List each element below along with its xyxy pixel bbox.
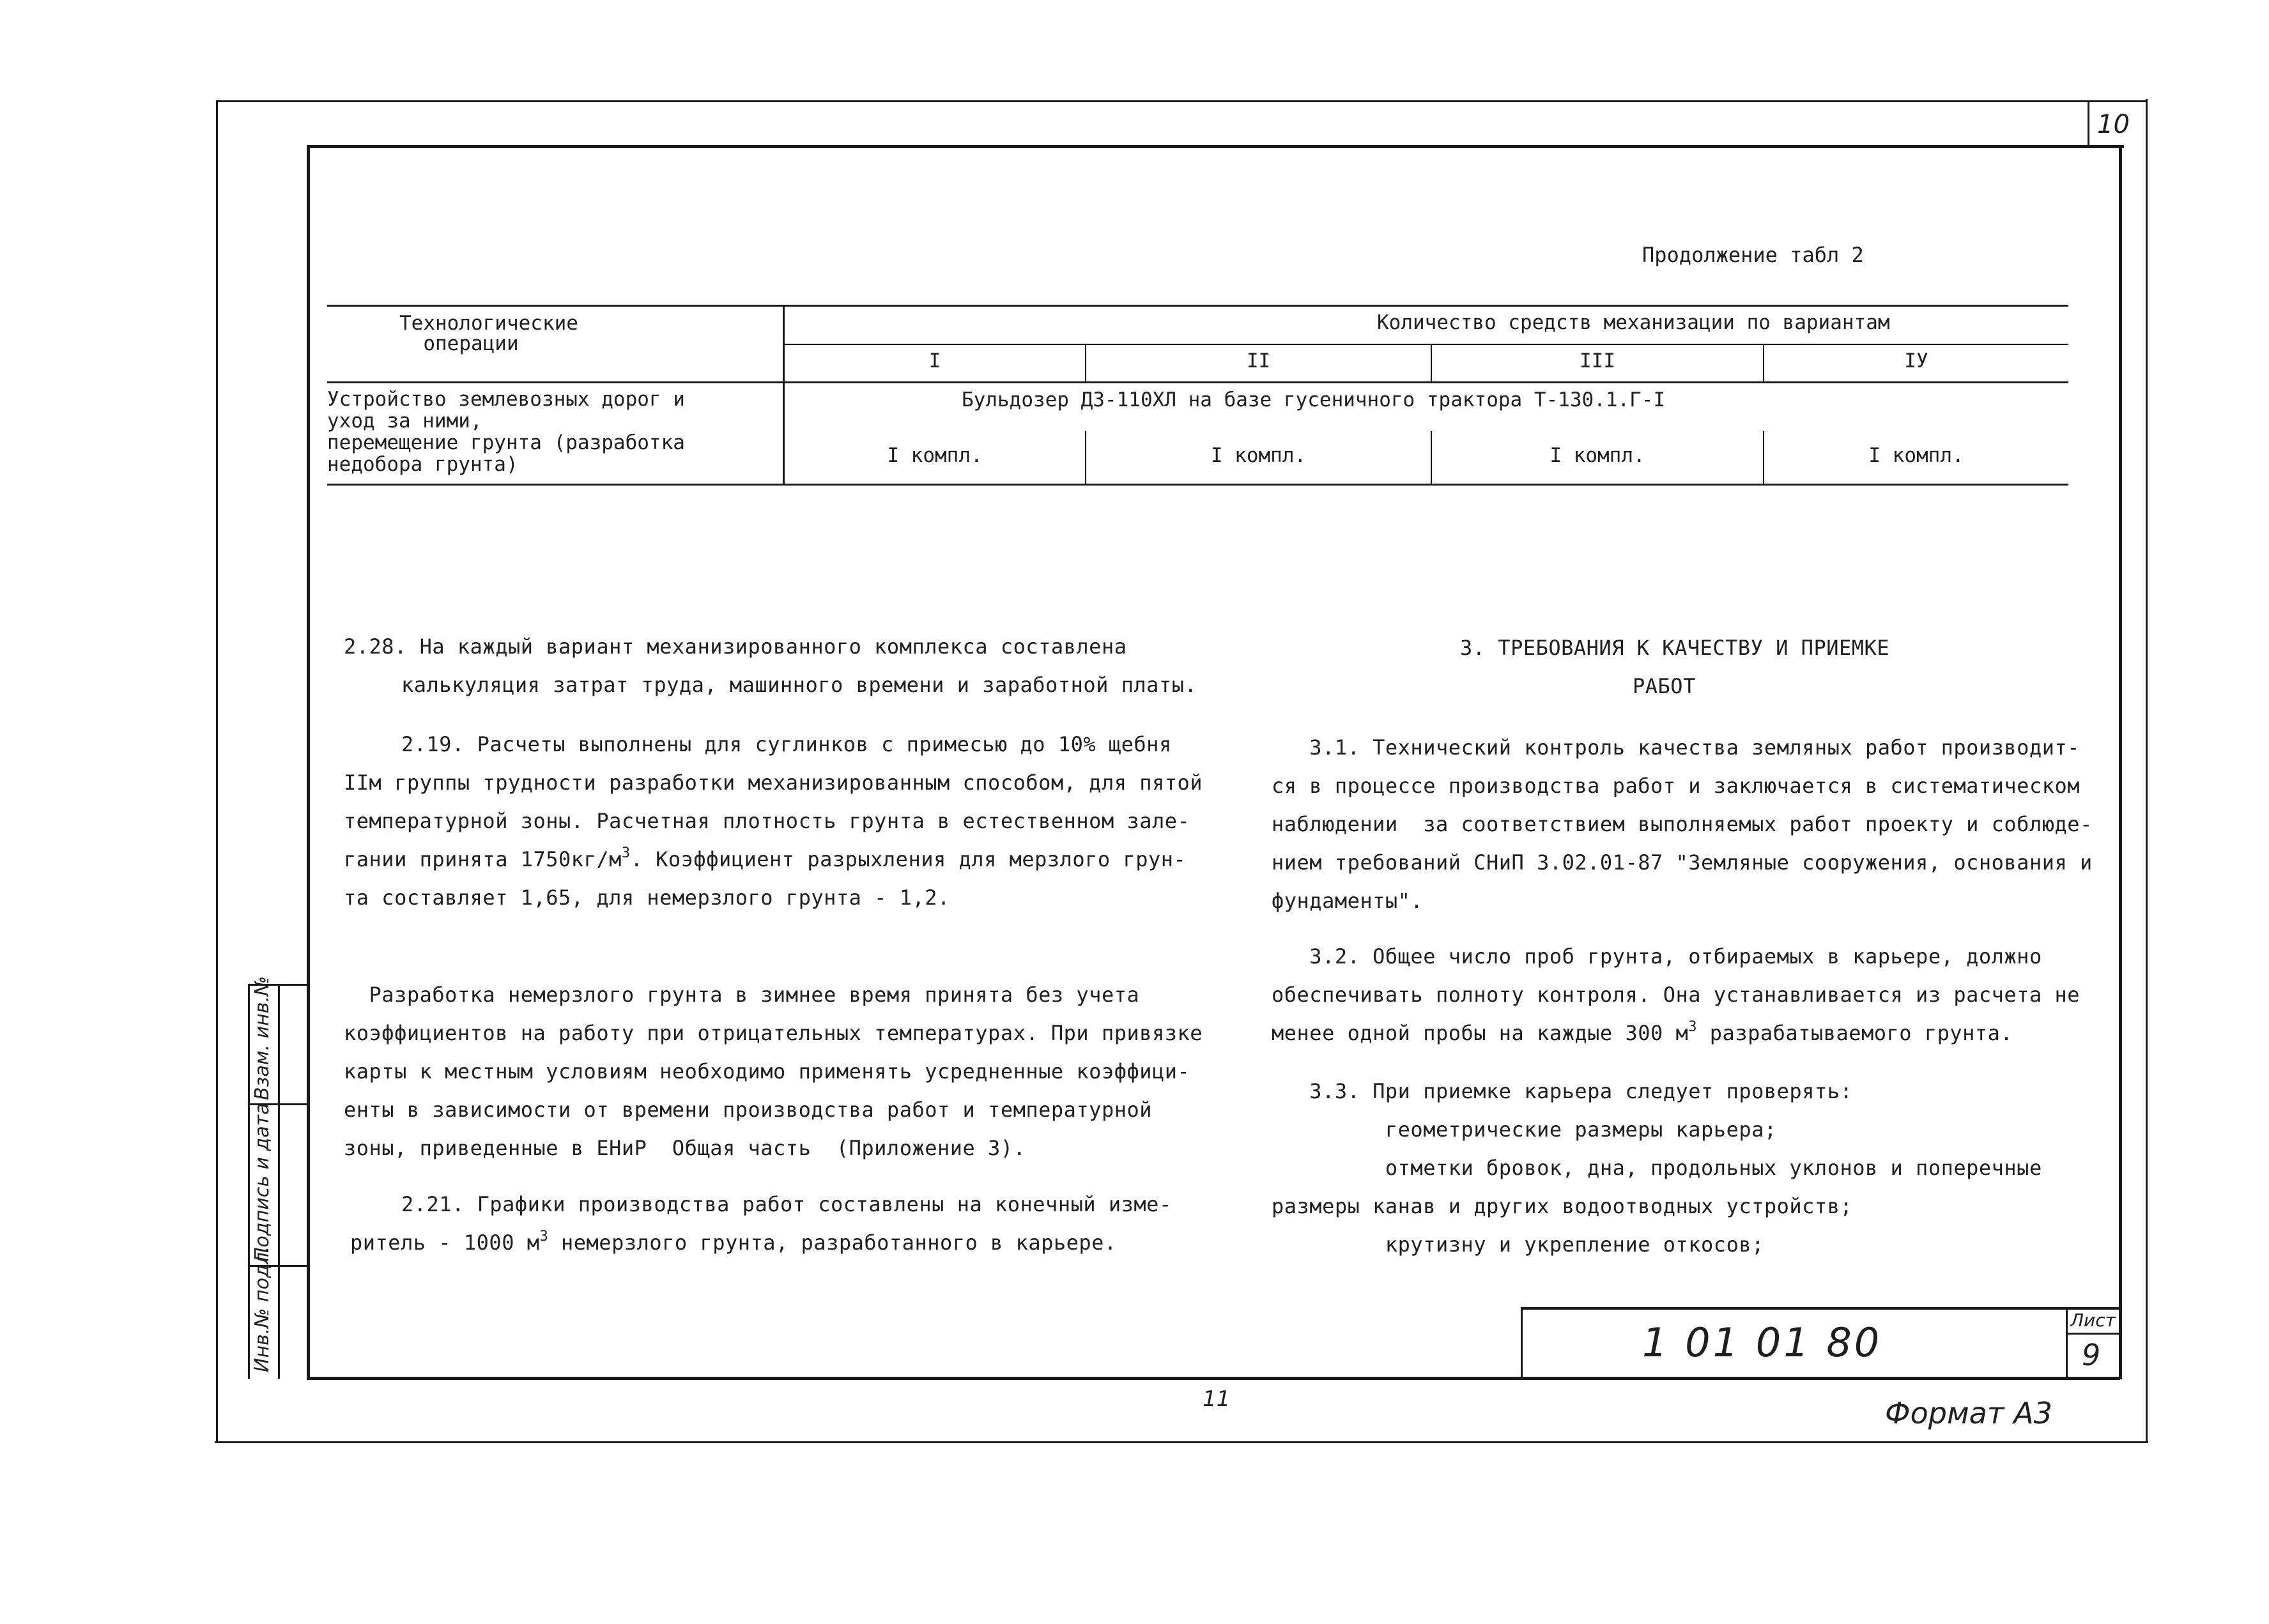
superscript-3c: 3: [1688, 1019, 1698, 1035]
table-top-line: [327, 305, 2068, 307]
outer-frame-top: [217, 100, 2147, 102]
variant-3: III: [1580, 349, 1615, 372]
sheet-corner-number: 10: [2097, 110, 2130, 139]
paragraph-3-2-line2: обеспечивать полноту контроля. Она устанавливается из расчета не: [1272, 983, 2080, 1007]
variant-4: IУ: [1904, 349, 1928, 372]
corner-box-left: [2088, 100, 2089, 146]
title-block-sheet-divider: [2066, 1307, 2068, 1379]
inner-frame-bottom: [307, 1377, 2120, 1380]
paragraph-3-1: 3.1. Технический контроль качества земляных работ производит- ся в процессе производства работ и заключается в систематическом наблюдении за соответствием выполняемых работ проекту и соблюде- нием требований СНиП 3.02.01-87 "Земляные сооружения, основания и фундаменты".: [1272, 735, 2093, 913]
continuation-label: Продолжение табл 2: [1642, 243, 1864, 267]
stamp-left-border: [248, 984, 250, 1379]
sheet-label: Лист: [2070, 1310, 2116, 1331]
p221-line2-head: ритель - 1000 м: [350, 1230, 540, 1255]
inner-frame-left: [307, 145, 310, 1379]
outer-frame-bottom: [215, 1441, 2148, 1443]
title-block-left: [1521, 1307, 1523, 1379]
inner-frame-top: [308, 145, 2124, 148]
paragraph-2-19-line3: температурной зоны. Расчетная плотность грунта в естественном зале-: [344, 809, 1190, 833]
inner-frame-right: [2119, 145, 2122, 1379]
format-label: Формат А3: [1885, 1396, 2052, 1430]
row-qty-3: I компл.: [1550, 444, 1645, 467]
table-header-bottom-line: [327, 381, 2068, 383]
outer-frame-right: [2146, 99, 2148, 1443]
table-subheader-line: [783, 344, 2068, 345]
paragraph-winter: Разработка немерзлого грунта в зимнее время принята без учета коэффициентов на работу при отрицательных температурах. При привязке карты к местным условиям необходимо применять усредненные коэффици- енты в зависимости от времени производства работ и температурной зоны, приведенные в ЕНиР Общая часть (Приложение 3).: [344, 983, 1203, 1160]
row-qty-1: I компл.: [887, 444, 983, 467]
paragraph-3-3: 3.3. При приемке карьера следует проверять: геометрические размеры карьера; отметки бровок, дна, продольных уклонов и поперечные размеры канав и других водоотводных устройств; крутизну и укрепление откосов;: [1272, 1079, 2042, 1257]
sheet-number: 9: [2082, 1338, 2101, 1372]
stamp-label-signature: Подпись и дата: [251, 1103, 273, 1262]
paragraph-2-19-line2: IIм группы трудности разработки механизированным способом, для пятой: [344, 770, 1203, 795]
variant-2: II: [1246, 349, 1271, 372]
variant-1: I: [928, 349, 941, 372]
title-block-top: [1522, 1307, 2120, 1310]
p221-line2-tail: немерзлого грунта, разработанного в карьере.: [548, 1230, 1117, 1255]
paragraph-2-19-line4: [344, 840, 1186, 878]
paragraph-3-2-line3: [1272, 1014, 2013, 1052]
title-block-sheet-label-line: [2066, 1333, 2120, 1335]
stamp-label-replace: Взам. инв.№: [251, 976, 273, 1100]
section-3-title-line2: РАБОТ: [1633, 674, 1696, 698]
stamp-label-inv: Инв.№ подл.: [251, 1246, 273, 1372]
header-operations: Технологические операции: [399, 312, 578, 355]
p219-line4-tail: . Коэффициент разрыхления для мерзлого грун-: [630, 847, 1187, 871]
row-qty-2: I компл.: [1210, 444, 1307, 467]
paragraph-2-19-line1: 2.19. Расчеты выполнены для суглинков с примесью до 10% щебня: [401, 732, 1172, 756]
superscript-3b: 3: [539, 1229, 549, 1245]
p219-line4-head: гании принята 1750кг/м: [344, 847, 622, 871]
paragraph-2-21-line2: [350, 1223, 1117, 1262]
paragraph-2-21-line1: 2.21. Графики производства работ составлены на конечный изме-: [401, 1192, 1172, 1216]
row-qty-4: I компл.: [1868, 444, 1964, 467]
paragraph-3-2-line1: 3.2. Общее число проб грунта, отбираемых в карьере, должно: [1272, 944, 2042, 969]
paragraph-2-28: 2.28. На каждый вариант механизированного комплекса составлена калькуляция затрат труда, машинного времени и заработной платы.: [344, 634, 1197, 697]
p32-line3-head: менее одной пробы на каждые 300 м: [1272, 1021, 1689, 1045]
outer-frame-left: [216, 100, 218, 1443]
superscript-3: 3: [621, 845, 631, 861]
p32-line3-tail: разрабатываемого грунта.: [1697, 1021, 2013, 1045]
paragraph-2-19-line5: та составляет 1,65, для немерзлого грунта - 1,2.: [344, 885, 950, 910]
row-operation: Устройство землевозных дорог и уход за ними, перемещение грунта (разработка недобора грунта): [327, 388, 685, 476]
row-equipment: Бульдозер ДЗ-110ХЛ на базе гусеничного трактора Т-130.1.Г-I: [962, 388, 1666, 411]
header-quantity: Количество средств механизации по вариантам: [1377, 311, 1890, 334]
stamp-mid-border: [278, 984, 280, 1379]
bottom-center-number: 11: [1203, 1386, 1231, 1412]
section-3-title-line1: 3. ТРЕБОВАНИЯ К КАЧЕСТВУ И ПРИЕМКЕ: [1460, 636, 1890, 660]
doc-code: 1 01 01 80: [1642, 1319, 1882, 1366]
table-bottom-line: [327, 484, 2068, 486]
